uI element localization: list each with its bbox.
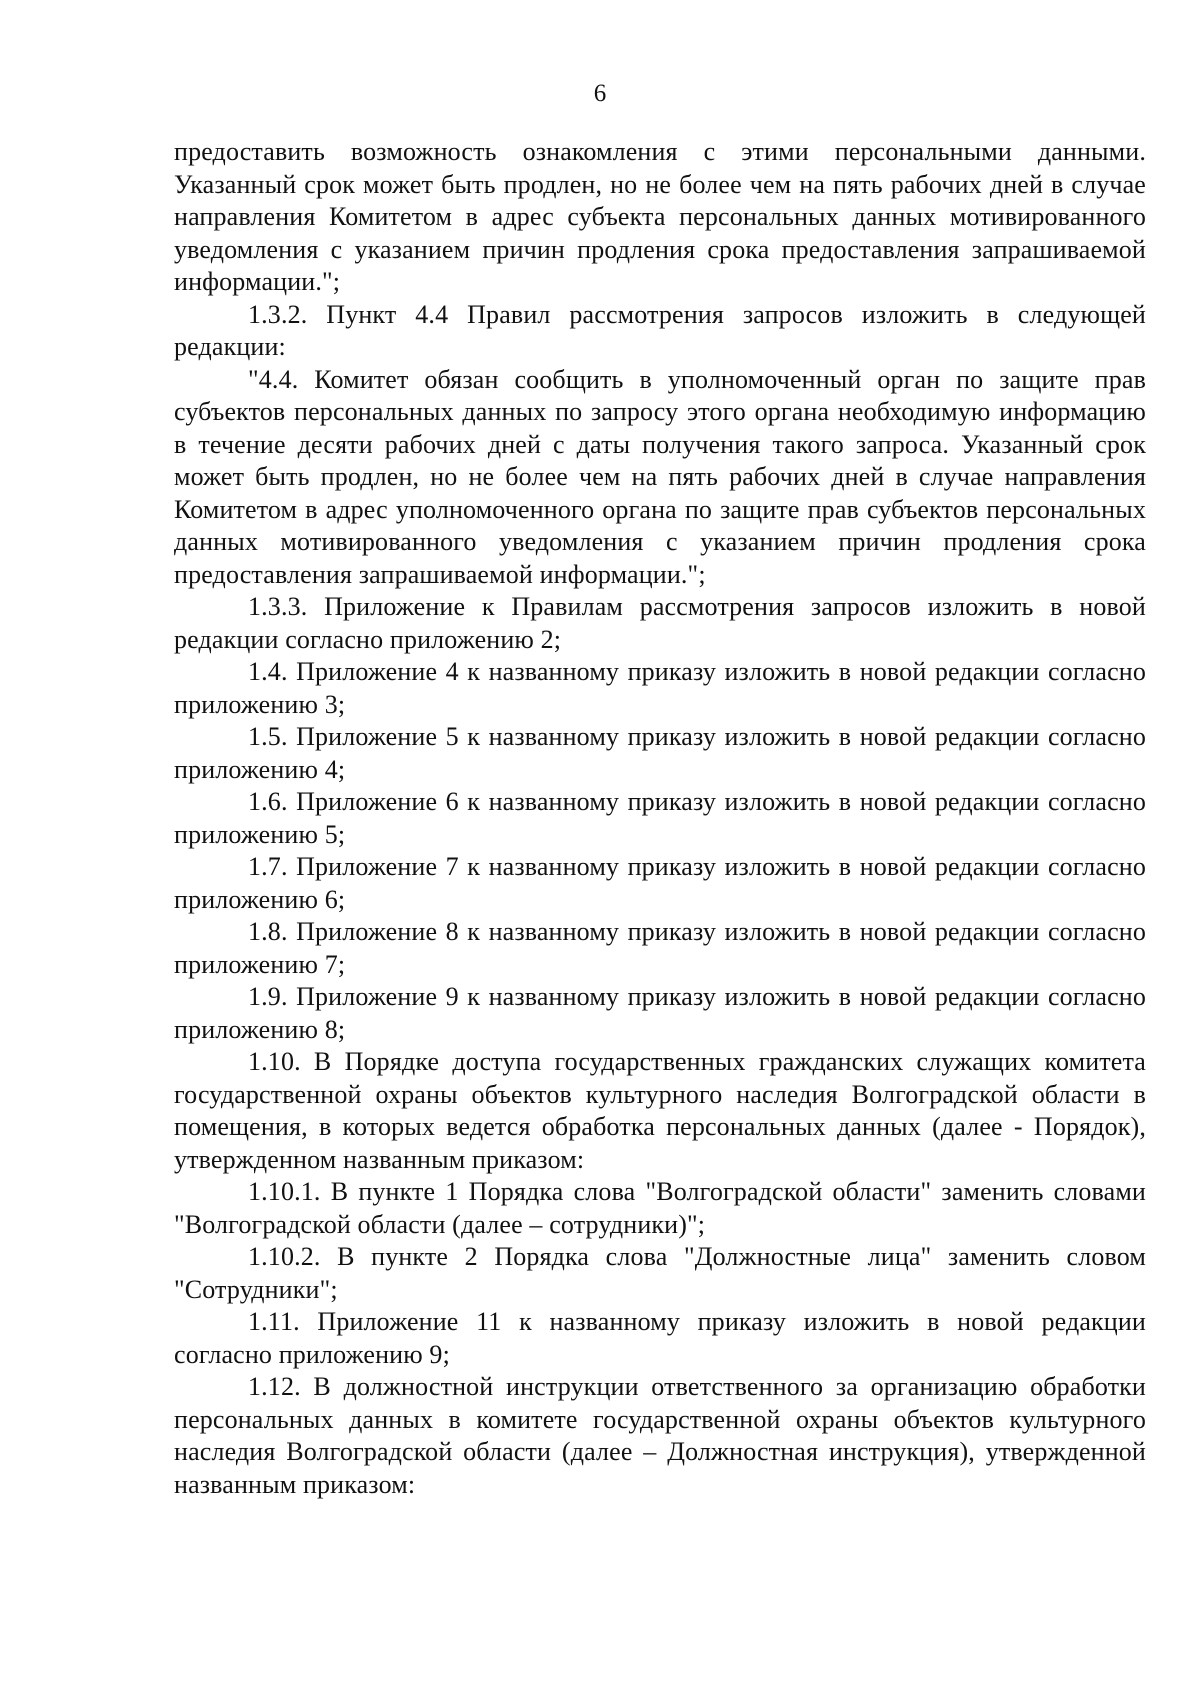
paragraph: 1.11. Приложение 11 к названному приказу изложить в новой редакции согласно приложению 9; [174,1307,1146,1369]
paragraph: 1.10.1. В пункте 1 Порядка слова "Волгоградской области" заменить словами "Волгоградской области (далее – сотрудники)"; [174,1177,1146,1239]
paragraph: 1.5. Приложение 5 к названному приказу изложить в новой редакции согласно приложению 4; [174,722,1146,784]
paragraph: 1.3.2. Пункт 4.4 Правил рассмотрения запросов изложить в следующей редакции: [174,299,1146,361]
paragraph: 1.12. В должностной инструкции ответственного за организацию обработки персональных данных в комитете государственной охраны объектов культурного наследия Волгоградской области (далее – Должностная инструкция), утвержденной названным приказом: [174,1372,1146,1499]
paragraph: предоставить возможность ознакомления с этими персональными данными. Указанный срок может быть продлен, но не более чем на пять рабочих дней в случае направления Комитетом в адрес субъекта персональных данных мотивированного уведомления с указанием причин продления срока предоставления запрашиваемой информации."; [174,137,1146,296]
paragraph: 1.3.3. Приложение к Правилам рассмотрения запросов изложить в новой редакции согласно приложению 2; [174,592,1146,654]
paragraph: 1.10. В Порядке доступа государственных гражданских служащих комитета государственной охраны объектов культурного наследия Волгоградской области в помещения, в которых ведется обработка персональных данных (далее - Порядок), утвержденном названным приказом: [174,1047,1146,1174]
paragraph: 1.10.2. В пункте 2 Порядка слова "Должностные лица" заменить словом "Сотрудники"; [174,1242,1146,1304]
paragraph: 1.7. Приложение 7 к названному приказу изложить в новой редакции согласно приложению 6; [174,852,1146,914]
paragraph: "4.4. Комитет обязан сообщить в уполномоченный орган по защите прав субъектов персональных данных по запросу этого органа необходимую информацию в течение десяти рабочих дней с даты получения такого запроса. Указанный срок может быть продлен, но не более чем на пять рабочих дней в случае направления Комитетом в адрес уполномоченного органа по защите прав субъектов персональных данных мотивированного уведомления с указанием причин продления срока предоставления запрашиваемой информации."; [174,364,1146,589]
page-number: 6 [593,80,607,107]
document-body [174,136,1146,1501]
paragraph: 1.6. Приложение 6 к названному приказу изложить в новой редакции согласно приложению 5; [174,787,1146,849]
paragraph: 1.4. Приложение 4 к названному приказу изложить в новой редакции согласно приложению 3; [174,657,1146,719]
paragraph: 1.9. Приложение 9 к названному приказу изложить в новой редакции согласно приложению 8; [174,982,1146,1044]
paragraph: 1.8. Приложение 8 к названному приказу изложить в новой редакции согласно приложению 7; [174,917,1146,979]
